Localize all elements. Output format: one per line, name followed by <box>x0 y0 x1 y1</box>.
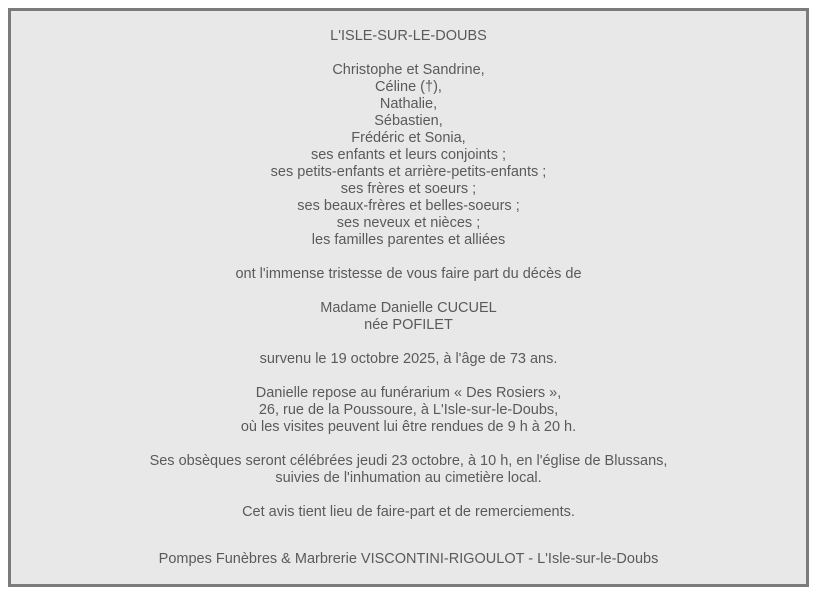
family-line: Céline (†), <box>375 79 442 95</box>
viewing-line: où les visites peuvent lui être rendues de 9 h à 20 h. <box>240 419 577 435</box>
funeral-line: Ses obsèques seront célébrées jeudi 23 octobre, à 10 h, en l'église de Blussans, <box>149 453 668 469</box>
family-line: Nathalie, <box>379 96 438 112</box>
obituary-notice-card <box>8 8 809 587</box>
family-line: ses beaux-frères et belles-soeurs ; <box>297 198 520 214</box>
spacer <box>11 436 806 453</box>
funeral-home-footer: Pompes Funèbres & Marbrerie VISCONTINI-RIGOULOT - L'Isle-sur-le-Doubs <box>158 551 659 567</box>
family-line: ses neveux et nièces ; <box>336 215 481 231</box>
viewing-line: Danielle repose au funérarium « Des Rosiers », <box>255 385 562 401</box>
spacer <box>11 487 806 504</box>
family-line: ses petits-enfants et arrière-petits-enfants ; <box>270 164 547 180</box>
family-line: ses frères et soeurs ; <box>340 181 477 197</box>
death-info: survenu le 19 octobre 2025, à l'âge de 73 ans. <box>259 351 558 367</box>
family-line: Sébastien, <box>374 113 443 129</box>
spacer <box>11 283 806 300</box>
viewing-info <box>11 385 806 436</box>
viewing-line: 26, rue de la Poussoure, à L'Isle-sur-le-Doubs, <box>258 402 559 418</box>
family-line: Christophe et Sandrine, <box>332 62 485 78</box>
maiden-name: née POFILET <box>364 317 453 333</box>
family-line: ses enfants et leurs conjoints ; <box>310 147 507 163</box>
family-list <box>11 62 806 249</box>
announcement-text: ont l'immense tristesse de vous faire part du décès de <box>235 266 582 282</box>
spacer <box>11 334 806 351</box>
notice-body <box>11 28 806 521</box>
spacer <box>11 368 806 385</box>
family-line: Frédéric et Sonia, <box>351 130 466 146</box>
spacer <box>11 249 806 266</box>
funeral-info <box>11 453 806 487</box>
spacer <box>11 45 806 62</box>
closing-text: Cet avis tient lieu de faire-part et de remerciements. <box>242 504 575 520</box>
deceased-name: Madame Danielle CUCUEL <box>320 300 497 316</box>
notice-place: L'ISLE-SUR-LE-DOUBS <box>330 28 487 44</box>
funeral-line: suivies de l'inhumation au cimetière local. <box>275 470 542 486</box>
family-line: les familles parentes et alliées <box>311 232 506 248</box>
